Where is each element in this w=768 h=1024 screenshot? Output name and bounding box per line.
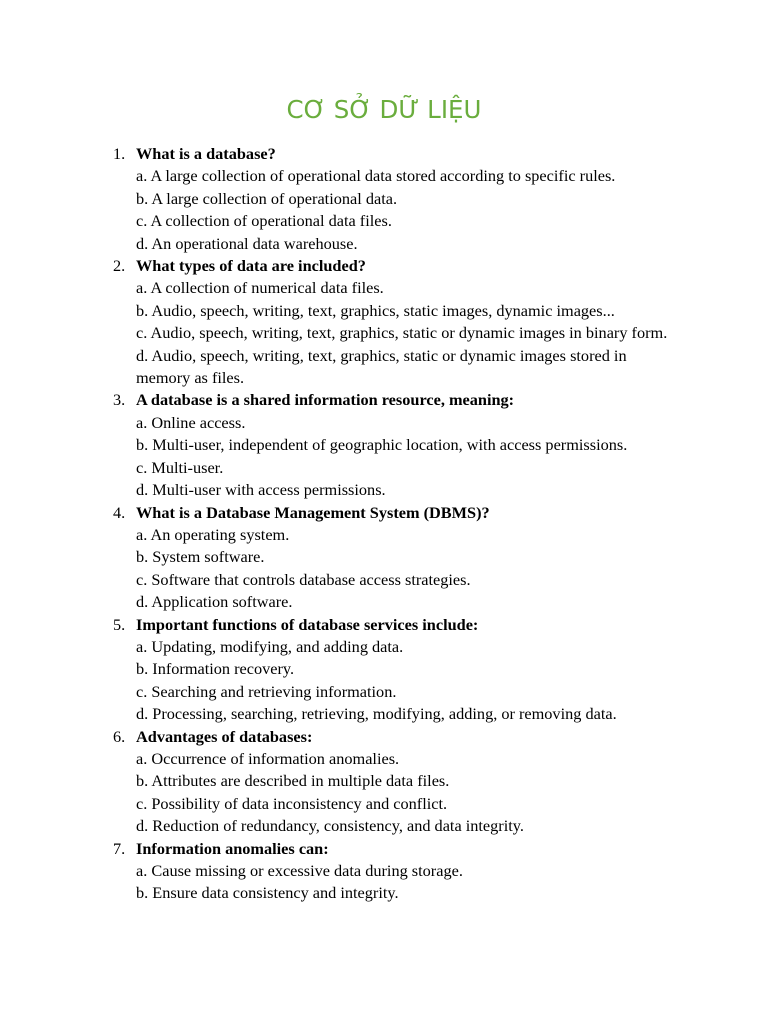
question-7 — [0, 838, 768, 905]
question-text: Advantages of databases: — [136, 726, 313, 746]
question-5 — [0, 614, 768, 726]
answer-option: a. Cause missing or excessive data during storage. — [136, 861, 463, 880]
answer-option: b. Audio, speech, writing, text, graphics, static images, dynamic images... — [136, 300, 615, 320]
question-text: A database is a shared information resource, meaning: — [136, 390, 515, 410]
question-1 — [0, 143, 768, 255]
question-number: 5. — [113, 614, 126, 634]
question-number: 3. — [113, 390, 126, 410]
answer-option: a. Updating, modifying, and adding data. — [136, 636, 404, 656]
answer-option: d. An operational data warehouse. — [136, 233, 358, 253]
answer-option: d. Audio, speech, writing, text, graphics, static or dynamic images stored in memory as files. — [136, 345, 627, 388]
question-2 — [0, 255, 768, 389]
answer-option: b. Attributes are described in multiple data files. — [136, 771, 450, 791]
question-text: What is a database? — [136, 144, 276, 163]
answer-option: c. Searching and retrieving information. — [136, 681, 397, 701]
question-number: 7. — [113, 838, 126, 858]
question-number: 2. — [113, 256, 126, 276]
answer-option: a. Occurrence of information anomalies. — [136, 748, 400, 768]
answer-option: c. Audio, speech, writing, text, graphics, static or dynamic images in binary form. — [136, 323, 668, 343]
answer-option: b. System software. — [136, 547, 265, 567]
answer-option: d. Application software. — [136, 592, 293, 612]
answer-option: b. A large collection of operational data. — [136, 188, 398, 208]
answer-option: d. Multi-user with access permissions. — [136, 480, 386, 500]
answer-option: d. Reduction of redundancy, consistency, and data integrity. — [136, 816, 524, 836]
question-list — [0, 143, 768, 905]
answer-option: a. A collection of numerical data files. — [136, 278, 384, 298]
answer-option: a. Online access. — [136, 412, 246, 432]
question-number: 1. — [113, 144, 126, 163]
question-text: What types of data are included? — [136, 256, 366, 276]
question-3 — [0, 389, 768, 501]
question-4 — [0, 502, 768, 614]
answer-option: d. Processing, searching, retrieving, modifying, adding, or removing data. — [136, 704, 617, 724]
answer-option: b. Ensure data consistency and integrity. — [136, 883, 399, 903]
question-6 — [0, 726, 768, 838]
question-number: 4. — [113, 502, 126, 522]
answer-option: a. An operating system. — [136, 524, 290, 544]
question-text: Important functions of database services include: — [136, 614, 479, 634]
answer-option: a. A large collection of operational data stored according to specific rules. — [136, 166, 616, 186]
answer-option: c. Multi-user. — [136, 457, 224, 477]
question-text: What is a Database Management System (DBMS)? — [136, 502, 490, 522]
document-title: CƠ SỞ DỮ LIỆU — [286, 95, 482, 124]
answer-option: c. A collection of operational data files. — [136, 211, 392, 231]
question-number: 6. — [113, 726, 126, 746]
answer-option: b. Multi-user, independent of geographic location, with access permissions. — [136, 435, 628, 455]
answer-option: b. Information recovery. — [136, 659, 295, 679]
answer-option: c. Possibility of data inconsistency and conflict. — [136, 793, 448, 813]
question-text: Information anomalies can: — [136, 838, 329, 858]
answer-option: c. Software that controls database access strategies. — [136, 569, 471, 589]
